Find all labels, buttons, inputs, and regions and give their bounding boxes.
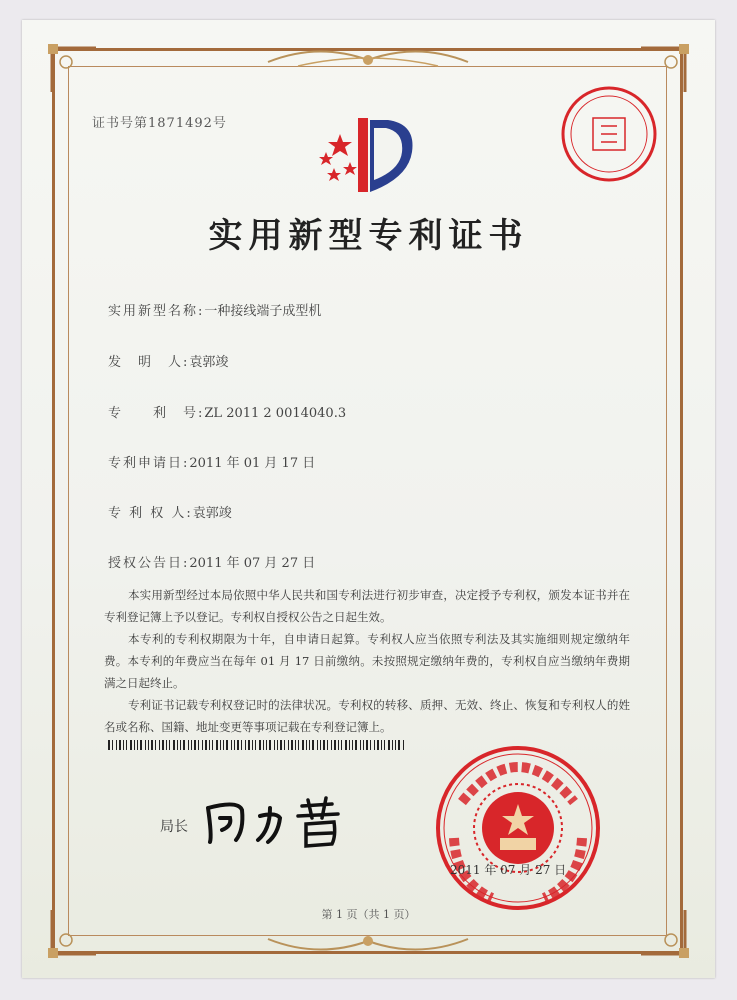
field-value: 2011 年 01 月 17 日 xyxy=(189,456,316,471)
field-value: ZL 2011 2 0014040.3 xyxy=(204,406,347,421)
field-label: 专 利 号: xyxy=(108,406,205,421)
barcode-bar xyxy=(151,740,153,750)
barcode-bar xyxy=(263,740,264,750)
barcode-bar xyxy=(216,740,218,750)
barcode-bar xyxy=(274,740,275,750)
barcode-bar xyxy=(338,740,339,750)
barcode-bar xyxy=(277,740,278,750)
barcode-bar xyxy=(288,740,289,750)
barcode-bar xyxy=(220,740,221,750)
field-inventor xyxy=(108,351,228,370)
field-label: 专 利 权 人: xyxy=(108,506,193,521)
barcode-bar xyxy=(403,740,404,750)
field-label: 实用新型名称: xyxy=(108,304,205,319)
barcode-bar xyxy=(108,740,110,750)
barcode-bar xyxy=(191,740,192,750)
barcode-bar xyxy=(388,740,390,750)
field-value: 袁郭竣 xyxy=(189,355,229,370)
barcode-bar xyxy=(341,740,342,750)
barcode-bar xyxy=(180,740,181,750)
barcode-bar xyxy=(202,740,203,750)
barcode-bar xyxy=(123,740,124,750)
barcode-bar xyxy=(194,740,196,750)
barcode-bar xyxy=(306,740,307,750)
barcode-bar xyxy=(302,740,304,750)
barcode-bar xyxy=(317,740,318,750)
barcode-bar xyxy=(159,740,160,750)
barcode-bar xyxy=(381,740,382,750)
director-label: 局长 xyxy=(160,819,188,835)
field-grant-date xyxy=(108,552,315,571)
barcode-bar xyxy=(226,740,228,750)
barcode-bar xyxy=(370,740,371,750)
barcode-bar xyxy=(377,740,379,750)
field-application-date xyxy=(108,452,315,471)
barcode-bar xyxy=(309,740,310,750)
barcode-bar xyxy=(245,740,246,750)
barcode-bar xyxy=(252,740,253,750)
barcode-bar xyxy=(384,740,385,750)
barcode-bar xyxy=(205,740,207,750)
barcode-bar xyxy=(280,740,282,750)
top-ornament xyxy=(258,42,478,76)
barcode-bar xyxy=(366,740,368,750)
barcode-bar xyxy=(363,740,364,750)
field-label: 专利申请日: xyxy=(108,456,190,471)
barcode-bar xyxy=(392,740,393,750)
body-paragraph: 本实用新型经过本局依照中华人民共和国专利法进行初步审查，决定授予专利权，颁发本证书并在专利登记簿上予以登记。专利权自授权公告之日起生效。 xyxy=(104,588,630,624)
barcode-bar xyxy=(116,740,117,750)
barcode-bar xyxy=(320,740,321,750)
barcode-bar xyxy=(241,740,242,750)
bottom-ornament xyxy=(258,925,478,959)
barcode-bar xyxy=(134,740,135,750)
barcode-bar xyxy=(327,740,328,750)
director-signature xyxy=(198,786,358,856)
body-paragraph: 本专利的专利权期限为十年，自申请日起算。专利权人应当依照专利法及其实施细则规定缴纳年费。本专利的年费应当在每年 01 月 17 日前缴纳。未按照规定缴纳年费的，专利权自应当缴纳年费期满之日起终止。 xyxy=(104,632,630,690)
barcode-bar xyxy=(255,740,256,750)
barcode-bar xyxy=(349,740,350,750)
barcode-bar xyxy=(234,740,235,750)
field-patentee xyxy=(108,502,232,521)
barcode-bar xyxy=(331,740,332,750)
barcode-bar xyxy=(266,740,267,750)
barcode-bar xyxy=(140,740,142,750)
field-utility-model-name xyxy=(108,300,321,319)
certificate-body xyxy=(104,584,630,738)
barcode-bar xyxy=(126,740,127,750)
barcode-bar xyxy=(345,740,347,750)
barcode-bar xyxy=(355,740,357,750)
barcode-bar xyxy=(298,740,299,750)
barcode-bar xyxy=(223,740,224,750)
barcode-bar xyxy=(312,740,314,750)
barcode-bar xyxy=(295,740,296,750)
barcode xyxy=(108,740,408,750)
barcode-bar xyxy=(237,740,239,750)
barcode-bar xyxy=(130,740,132,750)
field-value: 2011 年 07 月 27 日 xyxy=(189,556,316,571)
patent-office-logo xyxy=(312,112,422,196)
barcode-bar xyxy=(183,740,185,750)
barcode-bar xyxy=(169,740,170,750)
barcode-bar xyxy=(212,740,213,750)
corner-ornament-top-left xyxy=(44,40,104,100)
barcode-bar xyxy=(259,740,261,750)
barcode-bar xyxy=(269,740,271,750)
barcode-bar xyxy=(374,740,375,750)
barcode-bar xyxy=(248,740,250,750)
body-paragraph: 专利证书记载专利权登记时的法律状况。专利权的转移、质押、无效、终止、恢复和专利权人的姓名或名称、国籍、地址变更等事项记载在专利登记簿上。 xyxy=(104,698,630,734)
barcode-bar xyxy=(291,740,293,750)
barcode-bar xyxy=(177,740,178,750)
barcode-bar xyxy=(398,740,400,750)
barcode-bar xyxy=(209,740,210,750)
page-number: 第 1 页（共 1 页） xyxy=(321,908,416,921)
barcode-bar xyxy=(148,740,149,750)
barcode-bar xyxy=(119,740,121,750)
barcode-bar xyxy=(352,740,353,750)
barcode-bar xyxy=(173,740,175,750)
barcode-bar xyxy=(166,740,167,750)
field-value: 袁郭竣 xyxy=(192,506,232,521)
barcode-bar xyxy=(360,740,361,750)
field-label: 发 明 人: xyxy=(108,355,190,370)
barcode-bar xyxy=(188,740,189,750)
field-label: 授权公告日: xyxy=(108,556,190,571)
barcode-bar xyxy=(198,740,199,750)
barcode-bar xyxy=(162,740,164,750)
field-value: 一种接线端子成型机 xyxy=(204,304,322,319)
field-patent-number xyxy=(108,402,346,421)
barcode-bar xyxy=(231,740,232,750)
barcode-bar xyxy=(155,740,156,750)
certificate-title: 实用新型专利证书 xyxy=(208,216,529,256)
barcode-bar xyxy=(323,740,325,750)
barcode-bar xyxy=(137,740,138,750)
barcode-bar xyxy=(112,740,113,750)
barcode-bar xyxy=(334,740,336,750)
seal-date: 2011 年 07 月 27 日 xyxy=(450,863,567,877)
certificate-number: 证书号第1871492号 xyxy=(92,116,227,131)
agency-seal-small xyxy=(557,82,661,186)
barcode-bar xyxy=(145,740,146,750)
barcode-bar xyxy=(284,740,285,750)
official-seal xyxy=(432,742,604,914)
barcode-bar xyxy=(395,740,396,750)
